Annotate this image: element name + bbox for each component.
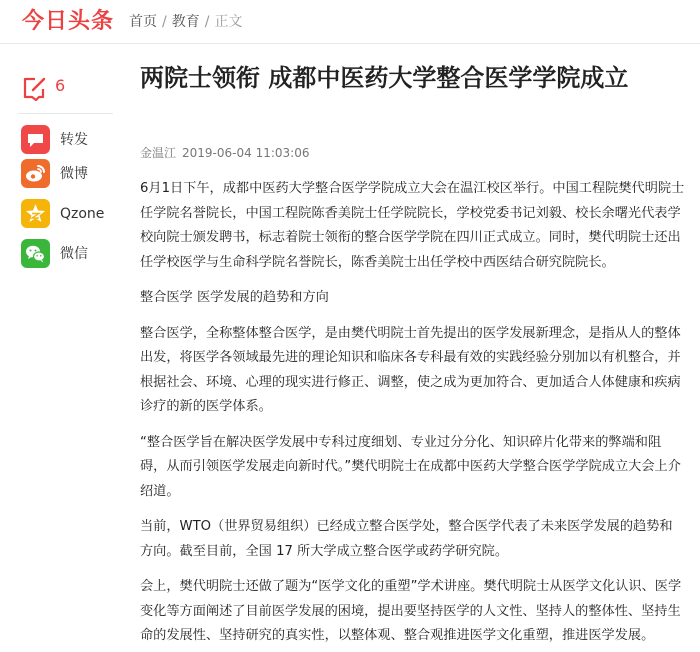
article-meta: [140, 145, 309, 161]
share-wechat-button[interactable]: [21, 239, 116, 269]
breadcrumb-education[interactable]: 教育: [171, 14, 200, 30]
share-label: 微信: [60, 246, 88, 262]
paragraph: 当前，WTO（世界贸易组织）已经成立整合医学处，整合医学代表了未来医学发展的趋势和方向。截至目前，全国 17 所大学成立整合医学或药学研究院。: [140, 519, 673, 559]
comment-icon: [21, 76, 49, 102]
qzone-icon: [21, 199, 50, 228]
share-weibo-button[interactable]: [21, 159, 116, 189]
breadcrumb-separator: /: [162, 14, 167, 30]
site-logo[interactable]: 今日头条: [22, 9, 115, 34]
share-label: 微博: [60, 166, 88, 182]
wechat-icon: [21, 239, 50, 268]
breadcrumb-current: 正文: [214, 14, 243, 30]
section-heading: 整合医学 医学发展的趋势和方向: [140, 290, 329, 305]
breadcrumb: [129, 12, 242, 32]
article-title: 两院士领衔 成都中医药大学整合医学学院成立: [140, 64, 629, 92]
comment-count: 6: [55, 76, 66, 95]
share-qzone-button[interactable]: [21, 199, 116, 229]
share-label: 转发: [60, 132, 88, 148]
paragraph: 整合医学，全称整体整合医学，是由樊代明院士首先提出的医学发展新理念，是指从人的整体出发，将医学各领域最先进的理论知识和临床各专科最有效的实践经验分别加以有机整合，并根据社会、环境、心理的现实进行修正、调整，使之成为更加符合、更加适合人体健康和疾病诊疗的新的医学体系。: [140, 325, 681, 414]
article-author[interactable]: 金温江: [140, 146, 177, 160]
share-label: Qzone: [60, 206, 105, 222]
paragraph: 会上，樊代明院士还做了题为“医学文化的重塑”学术讲座。樊代明院士从医学文化认识、医学变化等方面阐述了目前医学发展的困境，提出要坚持医学的人文性、坚持人的整体性、坚持生命的发展性、坚持研究的真实性，以整体观、整合观推进医学文化重塑，推进医学发展。: [140, 579, 682, 643]
repost-icon: [21, 125, 50, 154]
share-repost-button[interactable]: [21, 125, 116, 155]
article-time: 2019-06-04 11:03:06: [182, 146, 310, 160]
breadcrumb-separator: /: [204, 14, 210, 30]
article-body: [140, 177, 685, 652]
top-bar: [0, 0, 700, 44]
comment-button[interactable]: [18, 74, 113, 114]
weibo-icon: [21, 159, 50, 188]
breadcrumb-home[interactable]: 首页: [129, 14, 157, 30]
paragraph: 6月1日下午，成都中医药大学整合医学学院成立大会在温江校区举行。中国工程院樊代明院士任学院名誉院长，中国工程院陈香美院士任学院院长，学校党委书记刘毅、校长余曙光代表学校向院士颁发聘书，标志着院士领衔的整合医学学院在四川正式成立。同时，樊代明院士还出任学校医学与生命科学院名誉院长，陈香美院士出任学校中西医结合研究院院长。: [140, 181, 685, 270]
quote-paragraph: “整合医学旨在解决医学发展中专科过度细划、专业过分分化、知识碎片化带来的弊端和阻碍，从而引领医学发展走向新时代。”樊代明院士在成都中医药大学整合医学学院成立大会上介绍道。: [140, 434, 681, 499]
